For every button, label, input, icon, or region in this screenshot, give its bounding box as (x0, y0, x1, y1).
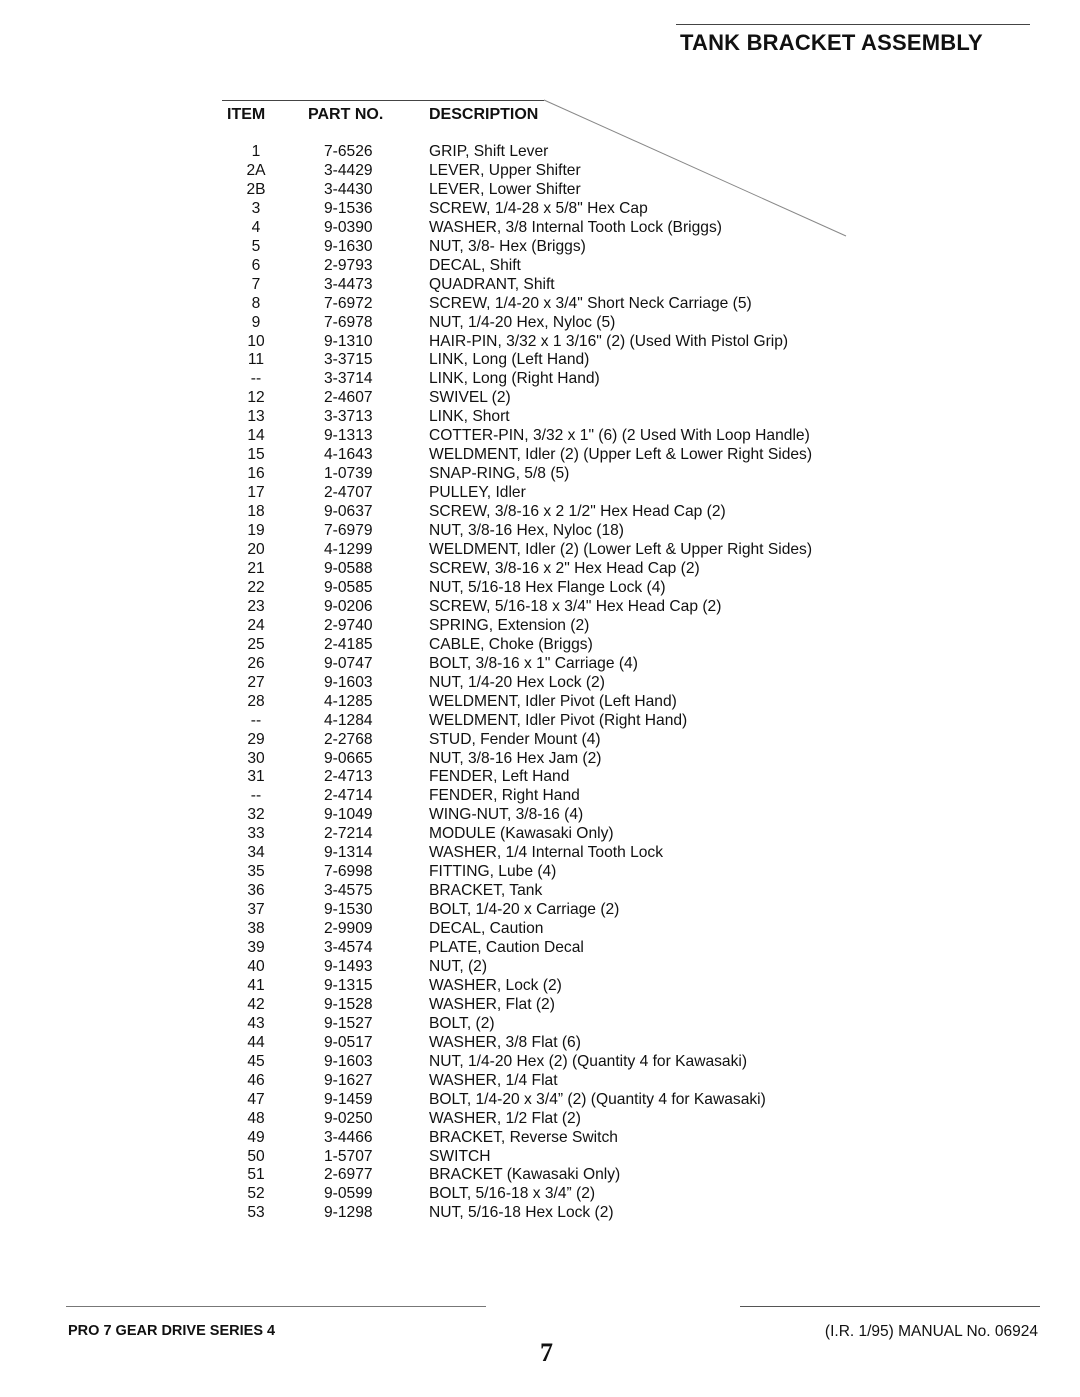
parts-row (0, 1034, 1080, 1053)
part-description: STUD, Fender Mount (4) (429, 730, 601, 748)
part-number: 9-0665 (324, 749, 373, 767)
part-number: 9-0747 (324, 654, 373, 672)
part-number: 9-1315 (324, 976, 373, 994)
part-description: BRACKET, Tank (429, 882, 543, 900)
part-number: 2-9909 (324, 920, 373, 938)
part-description: MODULE (Kawasaki Only) (429, 825, 614, 843)
parts-row (0, 825, 1080, 844)
parts-row (0, 522, 1080, 541)
part-item-number: 33 (247, 825, 265, 843)
parts-row (0, 958, 1080, 977)
part-description: BRACKET, Reverse Switch (429, 1128, 618, 1146)
parts-list (0, 143, 1080, 1223)
footer-rule-left (66, 1306, 486, 1307)
parts-row (0, 863, 1080, 882)
part-description: QUADRANT, Shift (429, 275, 555, 293)
part-description: LEVER, Lower Shifter (429, 180, 581, 198)
part-description: SCREW, 1/4-28 x 5/8" Hex Cap (429, 199, 648, 217)
part-number: 2-2768 (324, 730, 373, 748)
part-item-number: 27 (247, 673, 265, 691)
part-number: 7-6979 (324, 522, 373, 540)
parts-row (0, 977, 1080, 996)
part-item-number: 52 (247, 1185, 265, 1203)
part-item-number: 31 (247, 768, 265, 786)
part-number: 9-1493 (324, 957, 373, 975)
parts-row (0, 389, 1080, 408)
parts-row (0, 276, 1080, 295)
part-item-number: 28 (247, 692, 265, 710)
parts-row (0, 598, 1080, 617)
part-number: 4-1285 (324, 692, 373, 710)
part-description: BOLT, 3/8-16 x 1" Carriage (4) (429, 654, 638, 672)
parts-row (0, 484, 1080, 503)
part-number: 3-4473 (324, 275, 373, 293)
part-number: 2-9793 (324, 256, 373, 274)
part-description: FENDER, Right Hand (429, 787, 580, 805)
part-item-number: 21 (247, 559, 265, 577)
part-number: 9-0637 (324, 503, 373, 521)
parts-row (0, 1053, 1080, 1072)
part-item-number: 9 (251, 313, 261, 331)
parts-row (0, 1129, 1080, 1148)
parts-row (0, 162, 1080, 181)
parts-row (0, 370, 1080, 389)
parts-row (0, 143, 1080, 162)
parts-row (0, 579, 1080, 598)
part-number: 9-1530 (324, 901, 373, 919)
part-item-number: 16 (247, 465, 265, 483)
part-number: 9-1313 (324, 427, 373, 445)
part-description: BRACKET (Kawasaki Only) (429, 1166, 621, 1184)
part-item-number: 7 (251, 275, 261, 293)
part-number: 3-4575 (324, 882, 373, 900)
part-item-number: 24 (247, 616, 265, 634)
part-item-number: 10 (247, 332, 265, 350)
part-number: 4-1299 (324, 541, 373, 559)
part-description: WELDMENT, Idler (2) (Upper Left & Lower Right Sides) (429, 446, 813, 464)
parts-row (0, 731, 1080, 750)
column-header-description: DESCRIPTION (429, 106, 539, 123)
part-item-number: 13 (247, 408, 265, 426)
part-description: BOLT, 1/4-20 x Carriage (2) (429, 901, 620, 919)
part-number: 2-6977 (324, 1166, 373, 1184)
part-item-number: 30 (247, 749, 265, 767)
part-number: 2-4607 (324, 389, 373, 407)
part-number: 3-3715 (324, 351, 373, 369)
part-item-number: 19 (247, 522, 265, 540)
part-item-number: 47 (247, 1090, 265, 1108)
part-number: 9-0599 (324, 1185, 373, 1203)
part-item-number: 46 (247, 1071, 265, 1089)
parts-row (0, 768, 1080, 787)
part-number: 9-0585 (324, 578, 373, 596)
part-item-number: 42 (247, 995, 265, 1013)
part-item-number: 32 (247, 806, 265, 824)
parts-row (0, 712, 1080, 731)
part-description: SWITCH (429, 1147, 491, 1165)
part-description: DECAL, Shift (429, 256, 521, 274)
parts-row (0, 1110, 1080, 1129)
part-item-number: 14 (247, 427, 265, 445)
part-number: 9-0206 (324, 597, 373, 615)
part-item-number: 18 (247, 503, 265, 521)
part-description: NUT, 3/8- Hex (Briggs) (429, 237, 586, 255)
part-item-number: 3 (251, 199, 261, 217)
part-description: PULLEY, Idler (429, 484, 526, 502)
part-description: BOLT, 1/4-20 x 3/4” (2) (Quantity 4 for Kawasaki) (429, 1090, 766, 1108)
part-description: BOLT, (2) (429, 1014, 495, 1032)
part-description: SPRING, Extension (2) (429, 616, 590, 634)
part-item-number: 20 (247, 541, 265, 559)
part-description: HAIR-PIN, 3/32 x 1 3/16" (2) (Used With Pistol Grip) (429, 332, 789, 350)
part-description: COTTER-PIN, 3/32 x 1" (6) (2 Used With Loop Handle) (429, 427, 810, 445)
part-item-number: 17 (247, 484, 265, 502)
part-item-number: 37 (247, 901, 265, 919)
part-description: WELDMENT, Idler Pivot (Right Hand) (429, 711, 688, 729)
parts-row (0, 674, 1080, 693)
part-number: 9-0517 (324, 1033, 373, 1051)
part-number: 2-7214 (324, 825, 373, 843)
part-description: NUT, 3/8-16 Hex Jam (2) (429, 749, 602, 767)
part-description: SCREW, 5/16-18 x 3/4" Hex Head Cap (2) (429, 597, 722, 615)
part-item-number: 39 (247, 939, 265, 957)
part-number: 7-6526 (324, 143, 373, 160)
part-description: WASHER, Lock (2) (429, 976, 562, 994)
part-item-number: 6 (251, 256, 261, 274)
part-description: WING-NUT, 3/8-16 (4) (429, 806, 584, 824)
parts-row (0, 1166, 1080, 1185)
part-description: LEVER, Upper Shifter (429, 161, 581, 179)
part-item-number: 41 (247, 976, 265, 994)
part-description: SCREW, 3/8-16 x 2 1/2" Hex Head Cap (2) (429, 503, 726, 521)
part-item-number: 8 (251, 294, 261, 312)
part-item-number: 36 (247, 882, 265, 900)
part-item-number: 49 (247, 1128, 265, 1146)
part-item-number: 43 (247, 1014, 265, 1032)
part-number: 9-1603 (324, 1052, 373, 1070)
parts-row (0, 1072, 1080, 1091)
part-description: WASHER, 1/2 Flat (2) (429, 1109, 581, 1127)
part-description: SCREW, 3/8-16 x 2" Hex Head Cap (2) (429, 559, 700, 577)
parts-row (0, 427, 1080, 446)
part-description: NUT, 1/4-20 Hex Lock (2) (429, 673, 605, 691)
part-number: 9-1049 (324, 806, 373, 824)
part-description: WASHER, 3/8 Internal Tooth Lock (Briggs) (429, 218, 722, 236)
part-description: LINK, Long (Right Hand) (429, 370, 600, 388)
parts-row (0, 655, 1080, 674)
part-description: WELDMENT, Idler (2) (Lower Left & Upper Right Sides) (429, 541, 813, 559)
part-item-number: 22 (247, 578, 265, 596)
part-number: 9-1603 (324, 673, 373, 691)
part-item-number: 23 (247, 597, 265, 615)
part-number: 2-4185 (324, 635, 373, 653)
part-description: LINK, Short (429, 408, 510, 426)
part-description: BOLT, 5/16-18 x 3/4” (2) (429, 1185, 596, 1203)
part-description: WASHER, 1/4 Flat (429, 1071, 558, 1089)
part-number: 1-5707 (324, 1147, 373, 1165)
parts-row (0, 901, 1080, 920)
part-item-number: 40 (247, 957, 265, 975)
part-number: 3-4430 (324, 180, 373, 198)
footer-manual-number: (I.R. 1/95) MANUAL No. 06924 (824, 1323, 1038, 1340)
part-number: 7-6978 (324, 313, 373, 331)
part-number: 9-1298 (324, 1204, 373, 1222)
part-item-number: 44 (247, 1033, 265, 1051)
part-description: NUT, 5/16-18 Hex Flange Lock (4) (429, 578, 666, 596)
part-description: GRIP, Shift Lever (429, 143, 549, 160)
parts-row (0, 238, 1080, 257)
part-number: 9-1314 (324, 844, 373, 862)
part-number: 4-1643 (324, 446, 373, 464)
parts-row (0, 1204, 1080, 1223)
part-item-number: 2B (246, 180, 266, 198)
part-number: 4-1284 (324, 711, 373, 729)
page-title: TANK BRACKET ASSEMBLY (680, 30, 983, 55)
part-number: 3-3714 (324, 370, 373, 388)
part-item-number: -- (250, 370, 262, 388)
part-number: 9-0390 (324, 218, 373, 236)
page-number: 7 (540, 1338, 553, 1367)
part-item-number: 2A (246, 161, 266, 179)
part-item-number: 34 (247, 844, 265, 862)
part-description: NUT, 3/8-16 Hex, Nyloc (18) (429, 522, 624, 540)
part-number: 2-4713 (324, 768, 373, 786)
part-item-number: 4 (251, 218, 261, 236)
part-item-number: 25 (247, 635, 265, 653)
part-description: WASHER, Flat (2) (429, 995, 555, 1013)
part-item-number: 29 (247, 730, 265, 748)
part-description: FITTING, Lube (4) (429, 863, 557, 881)
part-number: 2-9740 (324, 616, 373, 634)
parts-row (0, 219, 1080, 238)
part-number: 9-1627 (324, 1071, 373, 1089)
parts-row (0, 882, 1080, 901)
part-item-number: 48 (247, 1109, 265, 1127)
parts-row (0, 1015, 1080, 1034)
column-header-item: ITEM (227, 106, 266, 123)
part-description: WELDMENT, Idler Pivot (Left Hand) (429, 692, 677, 710)
part-item-number: 50 (247, 1147, 265, 1165)
part-number: 9-1310 (324, 332, 373, 350)
parts-row (0, 636, 1080, 655)
footer-rule-right (740, 1306, 1040, 1307)
part-number: 9-1630 (324, 237, 373, 255)
part-description: LINK, Long (Left Hand) (429, 351, 590, 369)
part-item-number: -- (250, 711, 262, 729)
parts-row (0, 351, 1080, 370)
column-headers (0, 106, 1080, 128)
parts-row (0, 560, 1080, 579)
part-item-number: 11 (247, 351, 265, 369)
part-item-number: 35 (247, 863, 265, 881)
part-description: CABLE, Choke (Briggs) (429, 635, 593, 653)
parts-row (0, 446, 1080, 465)
parts-row (0, 314, 1080, 333)
column-header-part-no: PART NO. (308, 106, 384, 123)
parts-row (0, 295, 1080, 314)
parts-row (0, 920, 1080, 939)
part-description: FENDER, Left Hand (429, 768, 570, 786)
part-item-number: -- (250, 787, 262, 805)
part-description: SNAP-RING, 5/8 (5) (429, 465, 570, 483)
part-number: 9-1459 (324, 1090, 373, 1108)
part-number: 3-4466 (324, 1128, 373, 1146)
part-item-number: 5 (251, 237, 261, 255)
part-number: 9-0588 (324, 559, 373, 577)
part-description: NUT, (2) (429, 957, 488, 975)
part-number: 7-6972 (324, 294, 373, 312)
parts-row (0, 806, 1080, 825)
part-description: NUT, 1/4-20 Hex, Nyloc (5) (429, 313, 616, 331)
part-number: 3-4574 (324, 939, 373, 957)
part-number: 9-0250 (324, 1109, 373, 1127)
part-number: 7-6998 (324, 863, 373, 881)
part-number: 9-1528 (324, 995, 373, 1013)
parts-row (0, 996, 1080, 1015)
part-description: PLATE, Caution Decal (429, 939, 584, 957)
parts-row (0, 408, 1080, 427)
part-item-number: 26 (247, 654, 265, 672)
parts-row (0, 465, 1080, 484)
footer-series: PRO 7 GEAR DRIVE SERIES 4 (68, 1323, 276, 1339)
part-item-number: 51 (247, 1166, 265, 1184)
part-description: SWIVEL (2) (429, 389, 511, 407)
parts-row (0, 750, 1080, 769)
part-item-number: 38 (247, 920, 265, 938)
parts-row (0, 1148, 1080, 1167)
parts-row (0, 541, 1080, 560)
part-description: NUT, 1/4-20 Hex (2) (Quantity 4 for Kawasaki) (429, 1052, 748, 1070)
part-description: SCREW, 1/4-20 x 3/4" Short Neck Carriage (5) (429, 294, 752, 312)
part-number: 2-4707 (324, 484, 373, 502)
part-description: WASHER, 3/8 Flat (6) (429, 1033, 581, 1051)
parts-row (0, 181, 1080, 200)
parts-row (0, 617, 1080, 636)
parts-row (0, 200, 1080, 219)
part-number: 1-0739 (324, 465, 373, 483)
part-item-number: 1 (251, 143, 261, 160)
part-number: 2-4714 (324, 787, 373, 805)
part-number: 9-1527 (324, 1014, 373, 1032)
part-description: NUT, 5/16-18 Hex Lock (2) (429, 1204, 614, 1222)
part-number: 3-4429 (324, 161, 373, 179)
part-number: 3-3713 (324, 408, 373, 426)
part-item-number: 45 (247, 1052, 265, 1070)
parts-row (0, 693, 1080, 712)
part-item-number: 12 (247, 389, 265, 407)
part-description: WASHER, 1/4 Internal Tooth Lock (429, 844, 664, 862)
parts-row (0, 939, 1080, 958)
parts-row (0, 1185, 1080, 1204)
part-item-number: 53 (247, 1204, 265, 1222)
parts-row (0, 257, 1080, 276)
parts-row (0, 1091, 1080, 1110)
part-number: 9-1536 (324, 199, 373, 217)
parts-row (0, 844, 1080, 863)
part-item-number: 15 (247, 446, 265, 464)
part-description: DECAL, Caution (429, 920, 544, 938)
parts-row (0, 503, 1080, 522)
parts-row (0, 333, 1080, 352)
parts-row (0, 787, 1080, 806)
